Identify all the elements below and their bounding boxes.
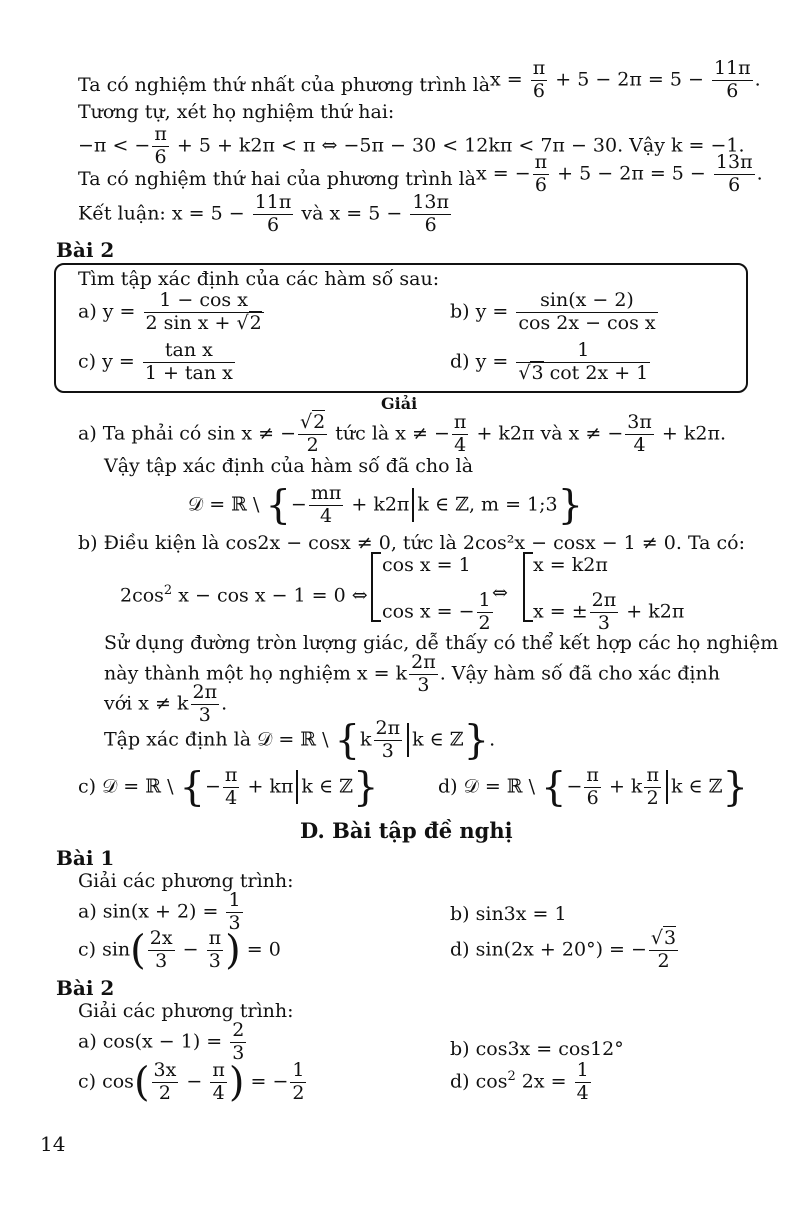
section-d-title: D. Bài tập đề nghị [300, 818, 513, 843]
d-bai2-item-c: c) cos( $\frac{3x}{2}$ − $\frac{\pi}{4}$ ) = − $\frac{1}{2}$ [78, 1059, 305, 1106]
d-bai2-item-d: d) $\cos^2 2x$ = $\frac{1}{4}$ [450, 1059, 589, 1104]
top-line-1-equation: x = $\frac{\pi}{6}$ + 5 − 2π = 5 − $\frac{11\pi}{6}$ . [490, 57, 761, 102]
d-bai1-item-d: d) sin(2x + 20°) = − $\frac{√3}{2}$ [450, 927, 677, 972]
giai-a-domain: 𝒟 = ℝ \ {− $\frac{m\pi}{4}$ + k2π k ∈ ℤ, m = 1;3} [188, 482, 584, 529]
d-bai2-item-a: a) cos(x − 1) = $\frac{2}{3}$ [78, 1019, 245, 1064]
d-bai1-item-b: b) sin3x = 1 [450, 903, 567, 925]
giai-b-line-5: với x ≠ k $\frac{2\pi}{3}$ . [104, 681, 228, 726]
bai2-item-b: b) y = $\frac{\sin(x - 2)}{\text{cos 2x − cos x}}$ [450, 289, 656, 334]
top-line-1: Ta có nghiệm thứ nhất của phương trình là [78, 74, 491, 96]
giai-b-line-4: này thành một họ nghiệm x = k $\frac{2\pi}{3}$ . Vậy hàm số đã cho xác định [104, 651, 720, 696]
top-line-4-equation: x = − $\frac{\pi}{6}$ + 5 − 2π = 5 − $\frac{13\pi}{6}$ . [476, 151, 763, 196]
giai-c-domain: c) 𝒟 = ℝ \ {− $\frac{\pi}{4}$ + kπ k ∈ ℤ} [78, 764, 379, 811]
giai-b-line-3: Sử dụng đường tròn lượng giác, dễ thấy có thể kết hợp các họ nghiệm [104, 632, 779, 654]
top-line-4: Ta có nghiệm thứ hai của phương trình là [78, 168, 476, 190]
bai2-item-a: a) y = $\frac{\text{1 − cos x}}{\text{2 sin x + √2}}$ [78, 289, 262, 334]
bai2-heading: Bài 2 [56, 238, 115, 262]
giai-a-line-2: Vậy tập xác định của hàm số đã cho là [104, 455, 474, 477]
giai-a-line-1: a) Ta phải có sin x ≠ − $\frac{√2}{2}$ tức là x ≠ − $\frac{\pi}{4}$ + k2π và x ≠ − $\frac{3\pi}{4}$ + k2π. [78, 411, 727, 456]
d-bai2-item-b: b) cos3x = cos12° [450, 1038, 624, 1060]
giai-b-domain: Tập xác định là 𝒟 = ℝ \ {k $\frac{2\pi}{3}$ k ∈ ℤ}. [104, 717, 496, 764]
top-line-3-equation: −π < − $\frac{\pi}{6}$ + 5 + k2π < π ⇔ −5π − 30 < 12kπ < 7π − 30. Vậy k = −1. [78, 123, 745, 168]
bai2-item-d: d) y = $\frac{1}{√3 \cot 2x + 1}$ [450, 339, 649, 384]
giai-d-domain: d) 𝒟 = ℝ \ {− $\frac{\pi}{6}$ + k $\frac{\pi}{2}$ k ∈ ℤ} [438, 764, 748, 811]
top-line-2: Tương tự, xét họ nghiệm thứ hai: [78, 101, 395, 123]
d-bai1-item-c: c) sin( $\frac{2x}{3}$ − $\frac{\pi}{3}$ ) = 0 [78, 927, 281, 974]
bai2-prompt: Tìm tập xác định của các hàm số sau: [78, 268, 440, 290]
d-bai2-heading: Bài 2 [56, 976, 115, 1000]
d-bai2-prompt: Giải các phương trình: [78, 1000, 294, 1022]
d-bai1-prompt: Giải các phương trình: [78, 870, 294, 892]
d-bai1-item-a: a) sin(x + 2) = $\frac{1}{3}$ [78, 889, 241, 934]
giai-heading: Giải [381, 394, 418, 413]
page-number: 14 [40, 1132, 66, 1156]
top-line-5: Kết luận: x = 5 − $\frac{11\pi}{6}$ và x = 5 − $\frac{13\pi}{6}$ [78, 191, 449, 236]
giai-b-line-1: b) Điều kiện là cos2x − cosx ≠ 0, tức là 2cos²x − cosx − 1 ≠ 0. Ta có: [78, 532, 745, 554]
bai2-item-c: c) y = $\frac{\text{tan x}}{\text{1 + tan x}}$ [78, 339, 233, 384]
d-bai1-heading: Bài 1 [56, 846, 115, 870]
